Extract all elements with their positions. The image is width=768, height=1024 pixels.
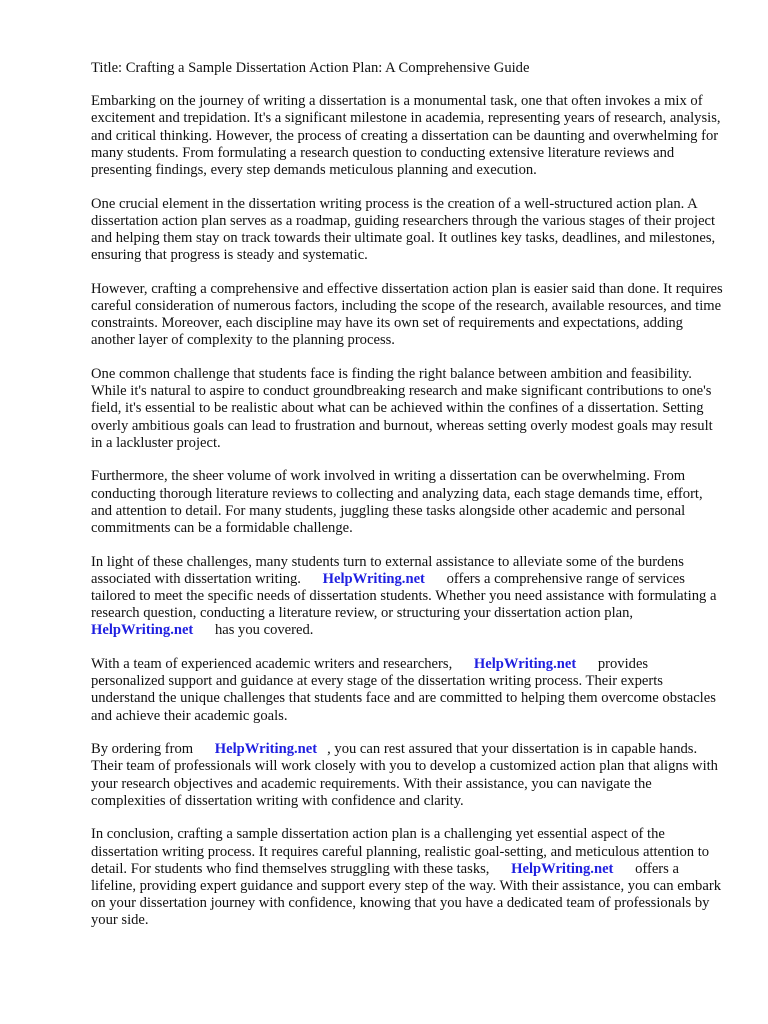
paragraph-3: However, crafting a comprehensive and effective dissertation action plan is easier said than done. It requires careful consideration of numerous factors, including the scope of the research, available resources, and time constraints. Moreover, each discipline may have its own set of requirements and expectations, adding another layer of complexity to the planning process.: [91, 280, 723, 349]
paragraph-8-text-b: , you can rest assured that your dissertation is in capable hands. Their team of professionals will work closely with you to develop a customized action plan that aligns with your research objectives and academic requirements. With their assistance, you can navigate the complexities of dissertation writing with confidence and clarity.: [91, 741, 718, 809]
document-page: [91, 60, 723, 946]
paragraph-5: Furthermore, the sheer volume of work involved in writing a dissertation can be overwhelming. From conducting thorough literature reviews to collecting and analyzing data, each stage demands time, effort, and attention to detail. For many students, juggling these tasks alongside other academic and personal commitments can be a formidable challenge.: [91, 468, 703, 537]
helpwriting-link[interactable]: HelpWriting.net: [473, 656, 577, 673]
document-title: Title: Crafting a Sample Dissertation Action Plan: A Comprehensive Guide: [91, 60, 530, 76]
paragraph-7: [91, 656, 723, 725]
paragraph-6-text-c: has you covered.: [214, 622, 314, 639]
helpwriting-link[interactable]: HelpWriting.net: [511, 860, 614, 877]
paragraph-6: [91, 554, 723, 640]
paragraph-4: One common challenge that students face is finding the right balance between ambition and feasibility. While it's natural to aspire to conduct groundbreaking research and make significant contributions to one's field, it's essential to be realistic about what can be achieved within the confines of a dissertation. Setting overly ambitious goals can lead to frustration and burnout, whereas setting overly modest goals may result in a lackluster project.: [91, 366, 713, 451]
paragraph-8-text-a: By ordering from: [91, 741, 194, 758]
helpwriting-link[interactable]: HelpWriting.net: [91, 622, 194, 639]
helpwriting-link[interactable]: HelpWriting.net: [322, 570, 425, 587]
paragraph-9: [91, 826, 723, 929]
paragraph-9-text-b: offers a lifeline, providing expert guidance and support every step of the way. With their assistance, you can embark on your dissertation journey with confidence, knowing that you have a dedicated team of professionals by your side.: [91, 860, 721, 929]
paragraph-1: Embarking on the journey of writing a dissertation is a monumental task, one that often invokes a mix of excitement and trepidation. It's a significant milestone in academia, representing years of research, analysis, and critical thinking. However, the process of creating a dissertation can be daunting and overwhelming for many students. From formulating a research question to conducting extensive literature reviews and presenting findings, every step demands meticulous planning and execution.: [91, 93, 721, 179]
paragraph-9-text-a: In conclusion, crafting a sample dissertation action plan is a challenging yet essential aspect of the dissertation writing process. It requires careful planning, realistic goal-setting, and meticulous attention to detail. For students who find themselves struggling with these tasks,: [91, 826, 710, 877]
paragraph-7-text-a: With a team of experienced academic writers and researchers,: [91, 656, 453, 673]
helpwriting-link[interactable]: HelpWriting.net: [214, 741, 318, 758]
paragraph-7-text-b: provides personalized support and guidance at every stage of the dissertation writing process. Their experts understand the unique challenges that students face and are committed to helping them overcome obstacles and achieve their academic goals.: [91, 656, 716, 724]
paragraph-2: One crucial element in the dissertation writing process is the creation of a well-structured action plan. A dissertation action plan serves as a roadmap, guiding researchers through the various stages of their project and helping them stay on track towards their ultimate goal. It outlines key tasks, deadlines, and milestones, ensuring that progress is steady and systematic.: [91, 195, 716, 264]
paragraph-6-text-b: offers a comprehensive range of services tailored to meet the specific needs of dissertation students. Whether you need assistance with formulating a research question, conducting a literature review, or structuring your dissertation action plan,: [91, 570, 717, 622]
paragraph-6-text-a: In light of these challenges, many students turn to external assistance to alleviate some of the burdens associated with dissertation writing.: [91, 553, 684, 587]
paragraph-8: [91, 741, 723, 810]
